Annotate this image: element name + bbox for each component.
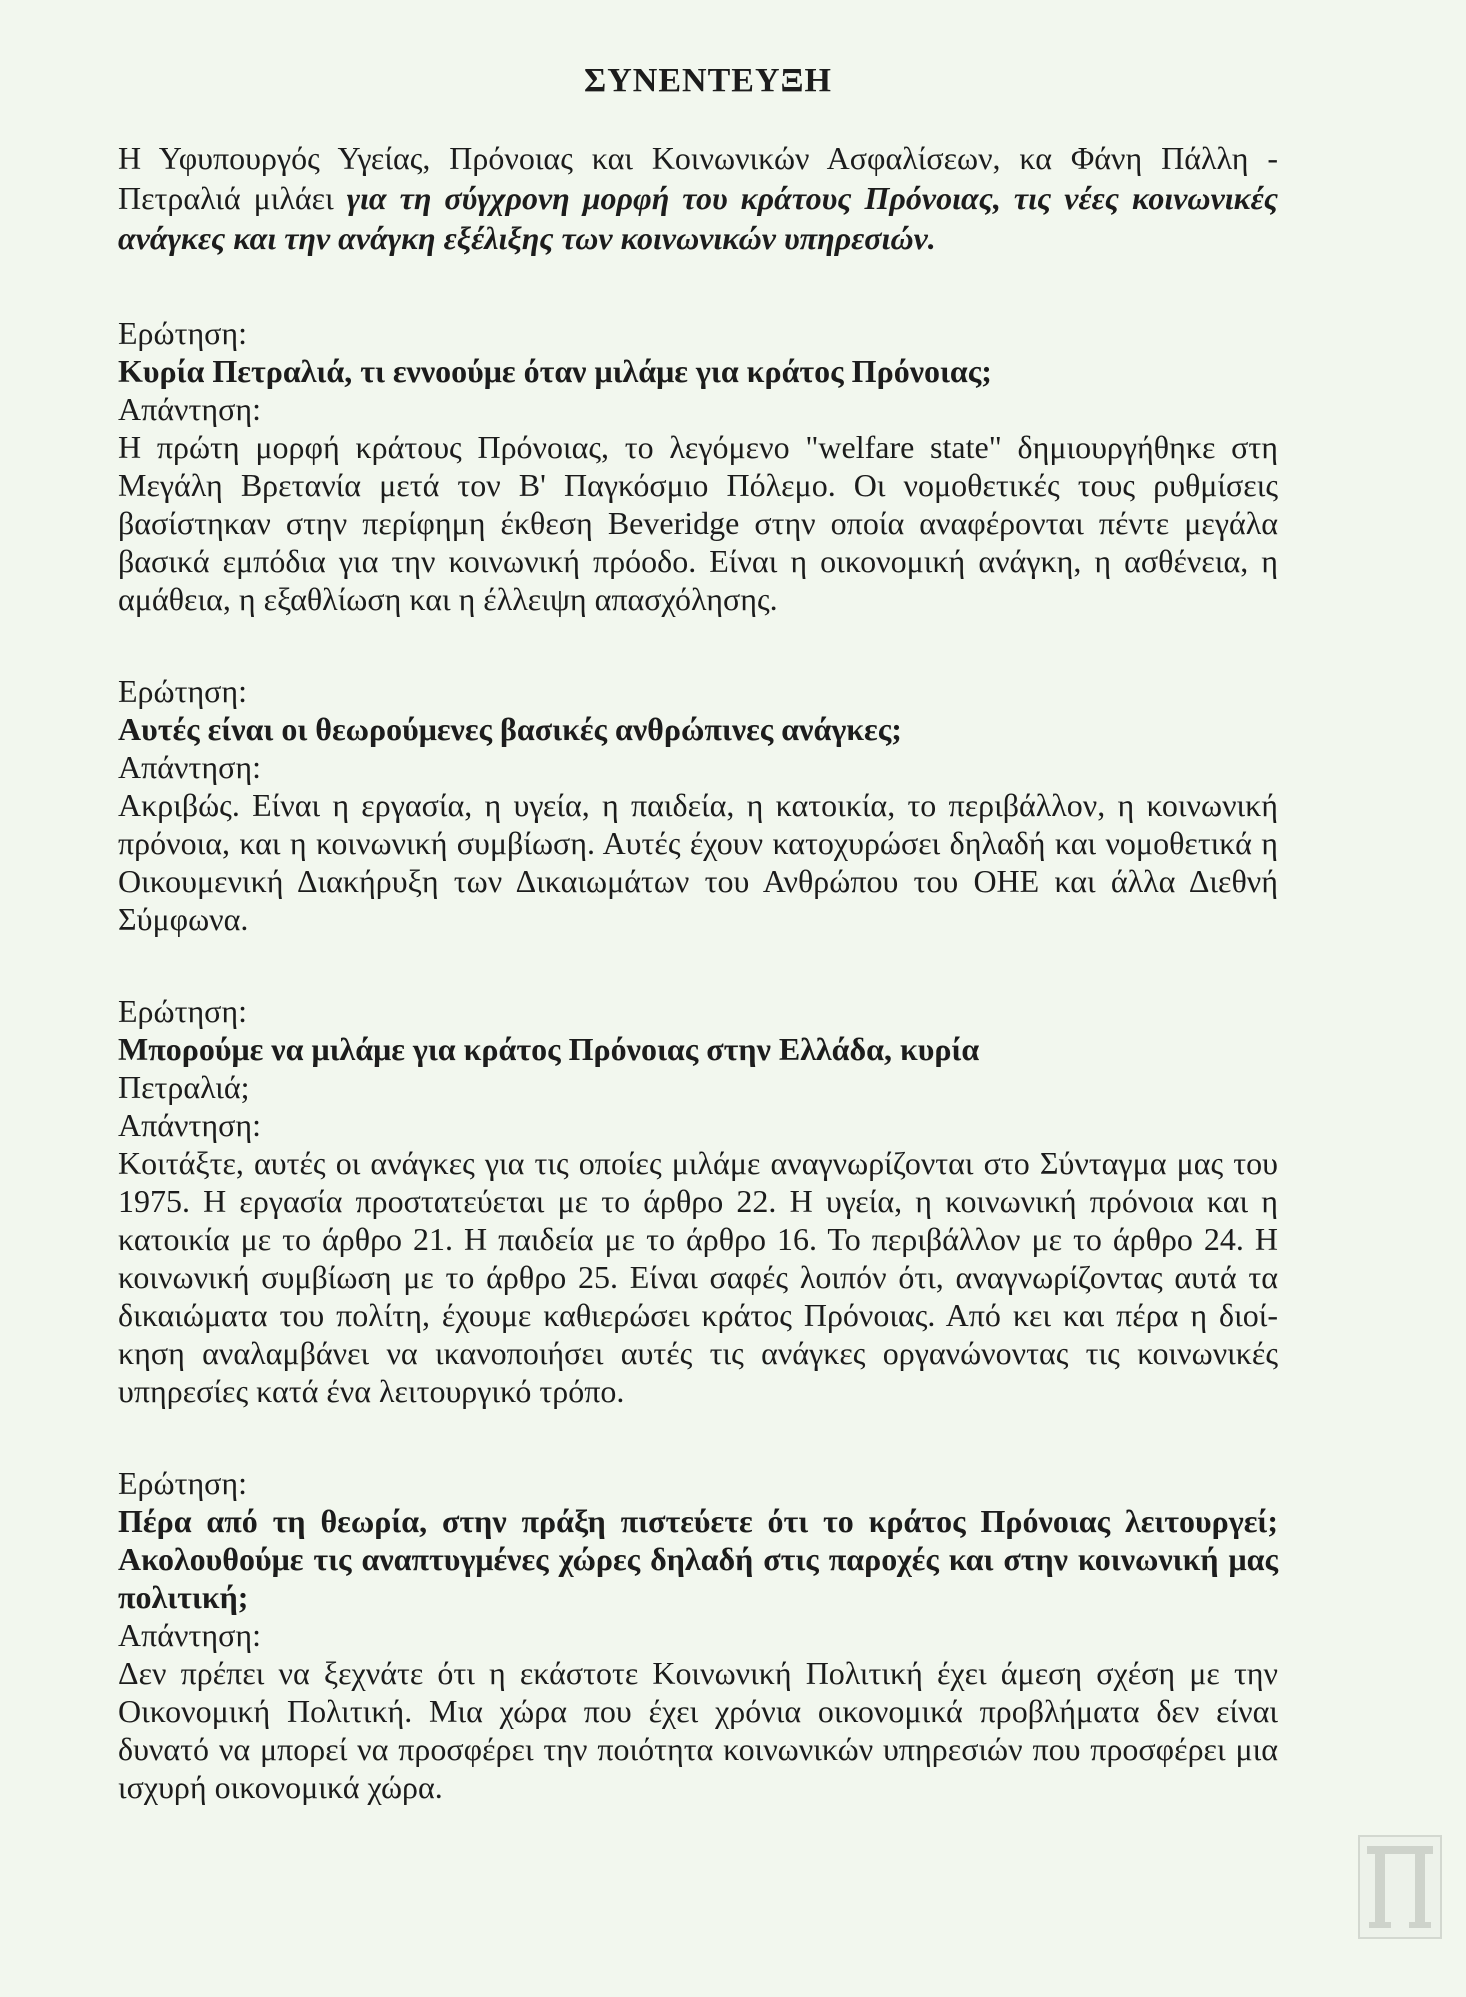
question-label: Ερώτηση:	[118, 315, 248, 351]
question-text: Αυτές είναι οι θεωρούμενες βασικές ανθρώπινες ανάγκες;	[118, 711, 902, 747]
answer-label: Απάντηση:	[118, 1107, 261, 1143]
answer-text: Ακριβώς. Είναι η εργασία, η υγεία, η παιδεία, η κατοικία, το περιβάλλον, η κοινωνική πρόνοια, και η κοινωνική συμβίωση. Αυτές έχουν κατοχυρώσει δηλαδή και νομοθετικά η Οικουμενική Διακήρυξη των Δικαιωμάτων του Ανθρώπου του ΟΗΕ και άλλα Διεθνή Σύμφωνα.	[118, 787, 1278, 937]
qa-block-3	[118, 992, 1278, 1410]
question-text: Μπορούμε να μιλάμε για κράτος Πρόνοιας στην Ελλάδα, κυρία	[118, 1031, 980, 1067]
qa-block-2	[118, 672, 1278, 938]
question-label: Ερώτηση:	[118, 673, 248, 709]
page-title: ΣΥΝΕΝΤΕΥΞΗ	[584, 62, 832, 99]
document-page	[118, 52, 1278, 1860]
answer-label: Απάντηση:	[118, 749, 261, 785]
question-label: Ερώτηση:	[118, 1465, 248, 1501]
qa-block-1	[118, 314, 1278, 618]
answer-text: Δεν πρέπει να ξεχνάτε ότι η εκάστοτε Κοινωνική Πολιτική έχει άμεση σχέση με την Οικονομική Πολιτική. Μια χώρα που έχει χρόνια οικονομικά προβλήματα δεν είναι δυνατό να μπορεί να προσφέρει την ποιότητα κοινωνικών υπηρεσιών που προσφέρει μια ισχυρή οικονομικά χώρα.	[118, 1655, 1278, 1805]
intro-emphasis: για τη σύγχρονη μορφή του κράτους Πρόνοιας, τις νέες κοινωνικές ανάγκες και την ανάγκη εξέλιξης των κοινωνικών υπηρεσιών.	[118, 180, 1279, 256]
answer-text: Κοιτάξτε, αυτές οι ανάγκες για τις οποίες μιλάμε αναγνωρίζονται στο Σύνταγμα μας του 1975. Η εργασία προστατεύεται με το άρθρο 22. Η υγεία, η κοινωνική πρόνοια και η κατοικία με το άρθρο 21. Η παιδεία με το άρθρο 16. Το περιβάλλον με το άρθρο 24. Η κοινωνική συμβίωση με το άρθρο 25. Είναι σαφές λοιπόν ότι, αναγνωρίζοντας αυτά τα δικαιώματα του πολίτη, έχουμε καθιερώσει κράτος Πρόνοιας. Από κει και πέρα η διοί-κηση αναλαμβάνει να ικανοποιήσει αυτές τις ανάγκες οργανώνοντας τις κοινωνικές υπηρεσίες κατά ένα λειτουργικό τρόπο.	[118, 1145, 1278, 1409]
question-text: Πέρα από τη θεωρία, στην πράξη πιστεύετε ότι το κράτος Πρόνοιας λειτουργεί; Ακολουθούμε τις αναπτυγμένες χώρες δηλαδή στις παροχές και στην κοινωνική μας πολιτική;	[118, 1503, 1278, 1615]
intro-paragraph	[118, 138, 1278, 258]
answer-label: Απάντηση:	[118, 391, 261, 427]
intro-text: Η Υφυπουργός Υγείας, Πρόνοιας και Κοινωνικών Ασφαλίσεων, κα Φάνη Πάλλη - Πετραλιά μιλάει	[118, 140, 1278, 216]
answer-text: Η πρώτη μορφή κράτους Πρόνοιας, το λεγόμενο "welfare state" δημιουργήθηκε στη Μεγάλη Βρετανία μετά τον Β' Παγκόσμιο Πόλεμο. Οι νομοθετικές τους ρυθμίσεις βασίστηκαν στην περίφημη έκθεση Beveridge στην οποία αναφέρονται πέντε μεγάλα βασικά εμπόδια για την κοινωνική πρόοδο. Είναι η οικονομική ανάγκη, η ασθένεια, η αμάθεια, η εξαθλίωση και η έλλειψη απασχόλησης.	[118, 429, 1278, 617]
question-label: Ερώτηση:	[118, 993, 248, 1029]
publisher-logo-icon	[1355, 1832, 1445, 1942]
answer-label: Απάντηση:	[118, 1617, 261, 1653]
question-tail: Πετραλιά;	[118, 1069, 250, 1105]
qa-block-4	[118, 1464, 1278, 1806]
question-text: Κυρία Πετραλιά, τι εννοούμε όταν μιλάμε για κράτος Πρόνοιας;	[118, 353, 992, 389]
